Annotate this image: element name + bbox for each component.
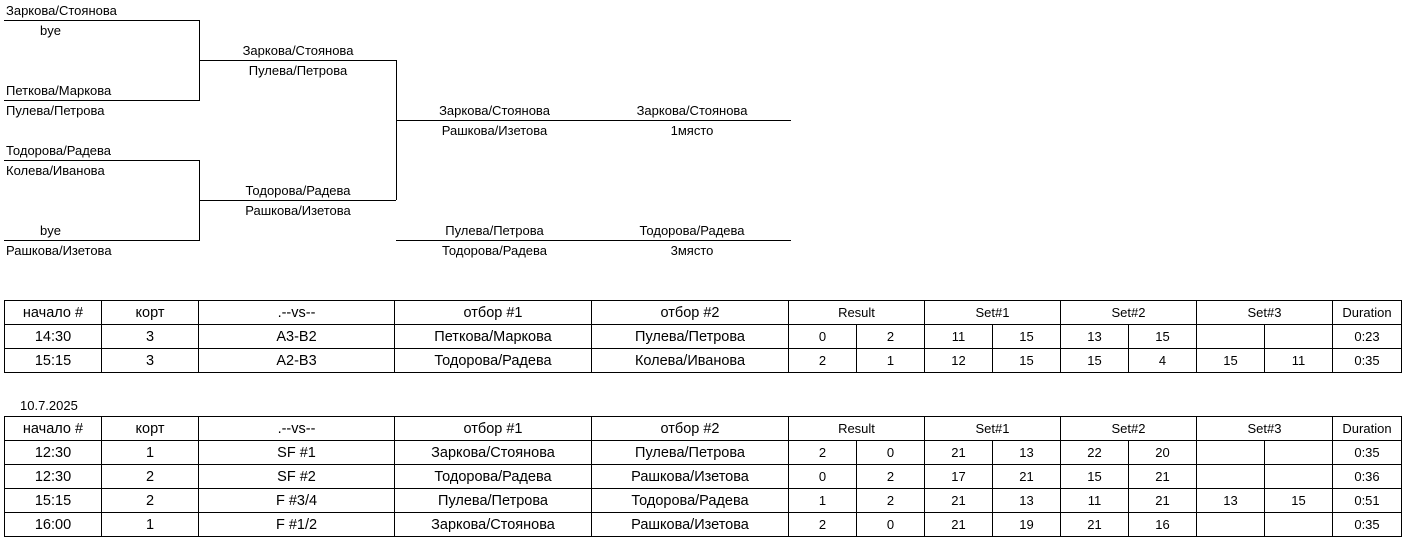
cell-set2a: 22 [1061,441,1129,465]
cell-court: 3 [102,349,199,373]
bracket-third-team: Тодорова/Радева [441,243,548,258]
cell-result1: 0 [789,325,857,349]
header-result: Result [789,301,925,325]
cell-set2a: 15 [1061,349,1129,373]
cell-team2: Тодорова/Радева [592,489,789,513]
table-row [5,513,1402,537]
table-row [5,489,1402,513]
cell-court: 2 [102,489,199,513]
cell-set2b: 21 [1129,465,1197,489]
cell-set3a: 15 [1197,349,1265,373]
cell-team1: Тодорова/Радева [395,465,592,489]
cell-result2: 2 [857,325,925,349]
cell-start: 15:15 [5,489,102,513]
cell-start: 12:30 [5,465,102,489]
cell-set3a [1197,441,1265,465]
bracket-r2-team: Пулева/Петрова [248,63,348,78]
cell-set1a: 11 [925,325,993,349]
cell-court: 1 [102,513,199,537]
header-set2: Set#2 [1061,301,1197,325]
cell-start: 16:00 [5,513,102,537]
cell-team2: Колева/Иванова [592,349,789,373]
cell-set1b: 15 [993,349,1061,373]
header-duration: Duration [1333,417,1402,441]
cell-result2: 1 [857,349,925,373]
cell-start: 12:30 [5,441,102,465]
header-duration: Duration [1333,301,1402,325]
bracket-final-team: Заркова/Стоянова [439,103,550,118]
cell-set3a [1197,325,1265,349]
cell-vs: A2-B3 [199,349,395,373]
cell-duration: 0:35 [1333,513,1402,537]
cell-set2a: 11 [1061,489,1129,513]
cell-set3b [1265,513,1333,537]
cell-set3a: 13 [1197,489,1265,513]
bracket-final-team: Рашкова/Изетова [441,123,548,138]
finals-matches-table [4,416,1402,537]
bracket-final-place: 1място [670,123,714,138]
bracket-third-winner: Тодорова/Радева [639,223,745,238]
cell-duration: 0:35 [1333,349,1402,373]
cell-set1a: 21 [925,441,993,465]
bracket-r1-bye: bye [40,23,61,38]
bracket-line [199,60,396,61]
cell-team1: Тодорова/Радева [395,349,592,373]
cell-start: 14:30 [5,325,102,349]
cell-set3a [1197,513,1265,537]
bracket-r1-team: Колева/Иванова [6,163,105,178]
header-team1: отбор #1 [395,417,592,441]
header-set2: Set#2 [1061,417,1197,441]
cell-duration: 0:35 [1333,441,1402,465]
cell-team1: Заркова/Стоянова [395,513,592,537]
bracket-r1-team: Рашкова/Изетова [6,243,112,258]
table-row [5,441,1402,465]
bracket-line [4,20,200,21]
bracket-line [396,240,791,241]
bracket-third-place: 3място [670,243,714,258]
cell-set3b: 15 [1265,489,1333,513]
cell-set1b: 19 [993,513,1061,537]
group-matches-table [4,300,1402,373]
cell-result2: 0 [857,441,925,465]
header-vs: .--vs-- [199,417,395,441]
bracket-line [199,200,396,201]
cell-vs: A3-B2 [199,325,395,349]
bracket-r2-team: Рашкова/Изетова [245,203,351,218]
cell-result2: 0 [857,513,925,537]
header-set3: Set#3 [1197,301,1333,325]
header-vs: .--vs-- [199,301,395,325]
cell-result1: 2 [789,441,857,465]
cell-team2: Рашкова/Изетова [592,465,789,489]
cell-result1: 2 [789,513,857,537]
header-result: Result [789,417,925,441]
cell-court: 2 [102,465,199,489]
cell-team1: Заркова/Стоянова [395,441,592,465]
cell-start: 15:15 [5,349,102,373]
table-header-row [5,301,1402,325]
cell-set1a: 21 [925,489,993,513]
header-court: корт [102,301,199,325]
cell-set3b [1265,465,1333,489]
bracket-r1-bye: bye [40,223,61,238]
cell-set3b [1265,325,1333,349]
header-team1: отбор #1 [395,301,592,325]
cell-set2b: 4 [1129,349,1197,373]
cell-set2a: 15 [1061,465,1129,489]
cell-set3b [1265,441,1333,465]
bracket-r2-team: Тодорова/Радева [245,183,351,198]
cell-duration: 0:23 [1333,325,1402,349]
header-set3: Set#3 [1197,417,1333,441]
header-set1: Set#1 [925,301,1061,325]
cell-vs: F #3/4 [199,489,395,513]
cell-result2: 2 [857,489,925,513]
cell-team2: Пулева/Петрова [592,325,789,349]
header-start: начало # [5,301,102,325]
bracket-line [4,100,200,101]
cell-vs: F #1/2 [199,513,395,537]
cell-result1: 2 [789,349,857,373]
cell-court: 1 [102,441,199,465]
table-row [5,465,1402,489]
bracket-final-winner: Заркова/Стоянова [636,103,748,118]
header-start: начало # [5,417,102,441]
cell-result1: 0 [789,465,857,489]
date-label: 10.7.2025 [20,398,78,413]
table-row [5,325,1402,349]
cell-set2a: 21 [1061,513,1129,537]
bracket-r1-team: Тодорова/Радева [6,143,112,158]
cell-set1b: 13 [993,441,1061,465]
header-team2: отбор #2 [592,417,789,441]
header-team2: отбор #2 [592,301,789,325]
bracket-r2-team: Заркова/Стоянова [242,43,354,58]
cell-team1: Пулева/Петрова [395,489,592,513]
cell-vs: SF #1 [199,441,395,465]
bracket-r1-team: Заркова/Стоянова [6,3,117,18]
header-court: корт [102,417,199,441]
table-header-row [5,417,1402,441]
bracket-line [4,240,200,241]
cell-set2b: 20 [1129,441,1197,465]
cell-set2a: 13 [1061,325,1129,349]
cell-result1: 1 [789,489,857,513]
table-row [5,349,1402,373]
cell-vs: SF #2 [199,465,395,489]
cell-set1a: 17 [925,465,993,489]
cell-set3b: 11 [1265,349,1333,373]
header-set1: Set#1 [925,417,1061,441]
cell-set1b: 13 [993,489,1061,513]
cell-set2b: 16 [1129,513,1197,537]
cell-set2b: 15 [1129,325,1197,349]
cell-team1: Петкова/Маркова [395,325,592,349]
bracket-third-team: Пулева/Петрова [445,223,544,238]
cell-set1a: 12 [925,349,993,373]
cell-set1b: 21 [993,465,1061,489]
cell-team2: Рашкова/Изетова [592,513,789,537]
cell-set1a: 21 [925,513,993,537]
bracket-r1-team: Пулева/Петрова [6,103,105,118]
cell-duration: 0:51 [1333,489,1402,513]
cell-court: 3 [102,325,199,349]
cell-set3a [1197,465,1265,489]
cell-team2: Пулева/Петрова [592,441,789,465]
bracket-r1-team: Петкова/Маркова [6,83,112,98]
cell-set1b: 15 [993,325,1061,349]
cell-duration: 0:36 [1333,465,1402,489]
cell-set2b: 21 [1129,489,1197,513]
bracket-line [396,120,791,121]
bracket-line [4,160,200,161]
cell-result2: 2 [857,465,925,489]
